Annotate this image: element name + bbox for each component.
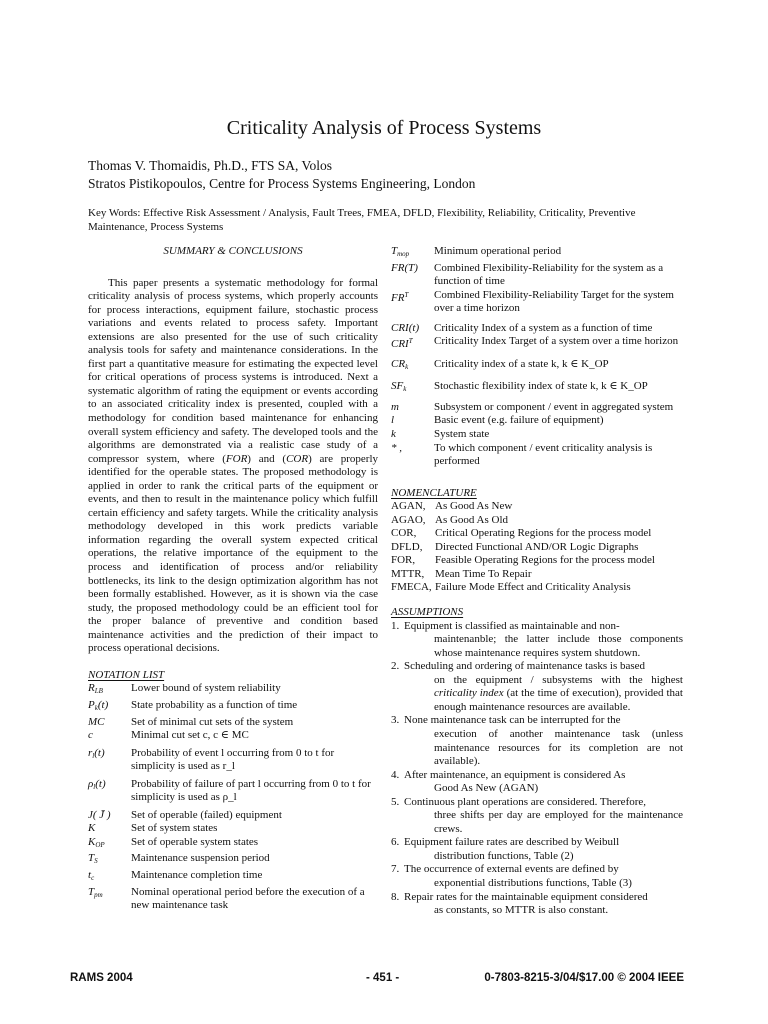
notation-row: $SF_k$ Stochastic flexibility index of state k, k ∈ K_OP — [391, 380, 648, 394]
notation-row: $P_k(t)$ State probability as a function of time — [88, 698, 298, 712]
footer-copyright: 0-7803-8215-3/04/$17.00 © 2004 IEEE — [484, 972, 684, 984]
notation-row: $CR_k$ Criticality index of a state k, k ∈ K_OP — [391, 357, 609, 371]
nomenclature-row: COR, Critical Operating Regions for the process model — [391, 527, 652, 540]
nomenclature-row: FOR, Feasible Operating Regions for the process model — [391, 554, 655, 567]
paper-title: Criticality Analysis of Process Systems — [226, 117, 542, 139]
footer-conference: RAMS 2004 — [70, 972, 133, 984]
nomenclature-row: MTTR, Mean Time To Repair — [391, 567, 532, 580]
notation-row: k System state — [391, 428, 490, 441]
summary-heading: SUMMARY & CONCLUSIONS — [163, 245, 303, 257]
assumption-item: 2. Scheduling and ordering of maintenance tasks is based on the equipment / subsystems with the highest criticality index (at the time of execution), provided that enough maintenance resources are available. — [391, 660, 683, 713]
notation-row: m Subsystem or component / event in aggregated system — [391, 400, 674, 413]
notation-row: $\rho_l(t)$ Probability of failure of part l occurring from 0 to t for simplicity is used as ρ_l — [88, 777, 371, 804]
notation-row: CRI(t) Criticality Index of a system as a function of time — [391, 321, 653, 334]
right-column — [391, 245, 683, 918]
assumption-item: 7. The occurrence of external events are defined by exponential distributions functions, Table (3) — [391, 863, 632, 889]
nomenclature-row: AGAN, As Good As New — [391, 500, 513, 513]
notation-row: $t_c$ Maintenance completion time — [88, 868, 263, 882]
notation-heading: NOTATION LIST — [88, 668, 165, 681]
notation-row: FR(T) Combined Flexibility-Reliability for the system as a function of time — [391, 261, 664, 288]
assumption-item: 6. Equipment failure rates are described by Weibull distribution functions, Table (2) — [391, 836, 620, 862]
assumption-item: 3. None maintenance task can be interrupted for the execution of another maintenance task (unless maintenance resources for its completion are not available). — [391, 714, 683, 768]
notation-row: $T_S$ Maintenance suspension period — [88, 852, 270, 866]
notation-row: l Basic event (e.g. failure of equipment) — [391, 414, 604, 427]
notation-row: MC Set of minimal cut sets of the system — [88, 715, 294, 728]
notation-row: K Set of system states — [88, 822, 218, 835]
keywords: Key Words: Effective Risk Assessment / Analysis, Fault Trees, FMEA, DFLD, Flexibility, Reliability, Criticality, Preventive Maintenance, Process Systems — [88, 207, 636, 233]
notation-row: $T_{pm}$ Nominal operational period before the execution of a new maintenance task — [88, 885, 365, 912]
notation-row: * , To which component / event criticality analysis is performed — [391, 441, 653, 468]
summary-text: This paper presents a systematic methodology for formal criticality analysis of process systems, which properly accounts for process interactions, equipment failure, stochastic process variations and events related to process safety. Important extensions are also presented for the use of such criticality analysis tools for safety and maintenance considerations. In the first part a quantitative measure for estimating the expected level for critical operations of process systems is introduced. Next a systematic algorithm of rating the equipment or events according to an associated criticality index is presented, coupled with a methodology for condition based maintenance for enhancing overall system efficiency and safety. The developed tools and the algorithms are demonstrated via a realistic case study of a compressor system, where (FOR) and (COR) are properly identified for the operable states. The proposed methodology is applied in order to rank the critical parts of the equipment or events, and then to result in the maintenance policy which fulfill certain efficiency and safety targets. While the criticality analysis methodology developed in this work predicts variable information regarding the overall system expected critical operations, the relative importance of the equipment to the process and identification of process and/or reliability bottlenecks, its link to the design optimization algorithm has not been formally established. However, as it is shown via the case study, the proposed methodology could be an efficient tool for the proper balance of preventive and condition based maintenance activities and the prediction of their impact to process operational decisions. — [88, 276, 378, 655]
notation-row: $T_{mop}$ Minimum operational period — [391, 245, 562, 258]
notation-row: $R_{LB}$ Lower bound of system reliability — [88, 682, 281, 696]
nomenclature-row: FMECA, Failure Mode Effect and Criticality Analysis — [391, 581, 631, 594]
author-line-1: Thomas V. Thomaidis, Ph.D., FTS SA, Volos — [88, 158, 333, 173]
author-line-2: Stratos Pistikopoulos, Centre for Process Systems Engineering, London — [88, 176, 476, 191]
notation-row: $K_{OP}$ Set of operable system states — [88, 835, 259, 849]
notation-row: $r_l(t)$ Probability of event l occurring from 0 to t for simplicity is used as r_l — [88, 746, 335, 773]
notation-row: $CRI^T$ Criticality Index Target of a system over a time horizon — [391, 335, 679, 351]
page-number: - 451 - — [366, 972, 400, 984]
notation-row: $FR^T$ Combined Flexibility-Reliability Target for the system over a time horizon — [391, 288, 674, 315]
notation-row: J( J̄ ) Set of operable (failed) equipment — [88, 808, 282, 821]
assumption-item: 4. After maintenance, an equipment is considered As Good As New (AGAN) — [391, 768, 626, 795]
nomenclature-row: DFLD, Directed Functional AND/OR Logic Digraphs — [391, 540, 639, 553]
assumptions-heading: ASSUMPTIONS — [391, 606, 464, 619]
left-column — [88, 245, 378, 913]
assumption-item: 5. Continuous plant operations are considered. Therefore, three shifts per day are employed for the maintenance crews. — [391, 795, 683, 835]
assumption-item: 8. Repair rates for the maintainable equipment considered as constants, so MTTR is also constant. — [391, 890, 648, 917]
nomenclature-heading: NOMENCLATURE — [391, 486, 477, 499]
notation-row: c Minimal cut set c, c ∈ MC — [88, 729, 249, 742]
page-footer — [70, 972, 684, 988]
assumption-item: 1. Equipment is classified as maintainable and non- maintenanble; the latter include those components whose maintenance requires system shutdown. — [391, 619, 683, 659]
nomenclature-row: AGAO, As Good As Old — [391, 513, 509, 526]
